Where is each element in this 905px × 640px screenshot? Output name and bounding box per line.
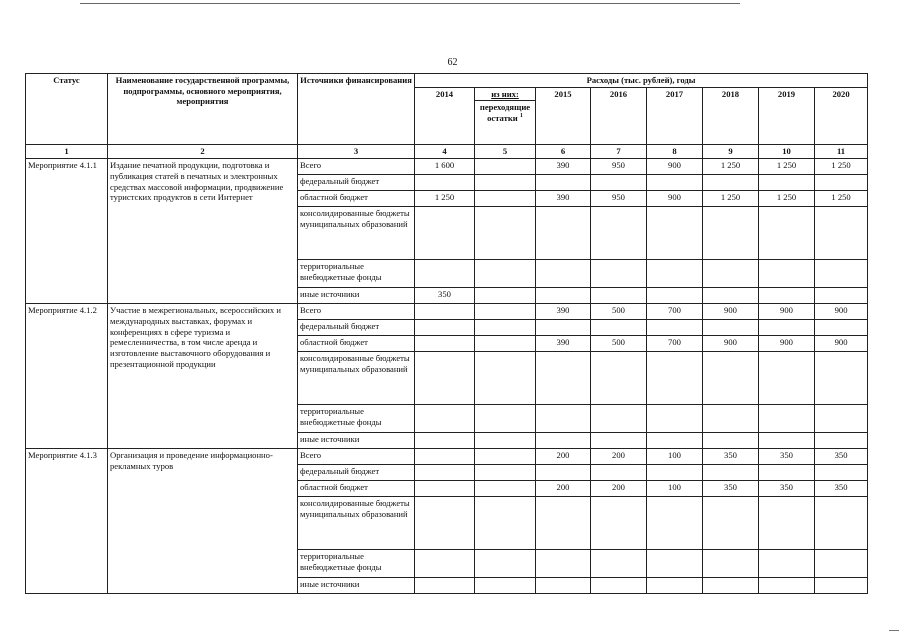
amount-cell xyxy=(475,578,536,594)
amount-cell xyxy=(475,497,536,550)
amount-cell: 900 xyxy=(759,336,815,352)
amount-cell: 350 xyxy=(815,449,868,465)
amount-cell xyxy=(759,352,815,405)
amount-cell xyxy=(759,260,815,288)
amount-cell xyxy=(591,405,647,433)
amount-cell xyxy=(703,352,759,405)
amount-cell: 1 250 xyxy=(703,159,759,175)
amount-cell xyxy=(647,320,703,336)
column-number: 3 xyxy=(298,145,415,159)
column-number: 9 xyxy=(703,145,759,159)
amount-cell xyxy=(759,497,815,550)
amount-cell xyxy=(475,405,536,433)
amount-cell xyxy=(703,175,759,191)
amount-cell: 1 600 xyxy=(415,159,475,175)
amount-cell: 350 xyxy=(415,288,475,304)
amount-cell: 350 xyxy=(703,481,759,497)
measures-body xyxy=(26,159,868,594)
amount-cell: 100 xyxy=(647,481,703,497)
column-number: 8 xyxy=(647,145,703,159)
amount-cell xyxy=(415,352,475,405)
amount-cell xyxy=(591,288,647,304)
amount-cell xyxy=(815,405,868,433)
amount-cell xyxy=(759,578,815,594)
amount-cell: 1 250 xyxy=(759,159,815,175)
amount-cell: 350 xyxy=(759,481,815,497)
funding-source: иные источники xyxy=(298,288,415,304)
amount-cell xyxy=(475,449,536,465)
column-number: 6 xyxy=(536,145,591,159)
header-status: Статус xyxy=(26,74,108,145)
amount-cell xyxy=(703,578,759,594)
top-rule xyxy=(80,3,740,4)
column-number: 7 xyxy=(591,145,647,159)
amount-cell xyxy=(703,207,759,260)
amount-cell: 350 xyxy=(703,449,759,465)
header-year-2020: 2020 xyxy=(815,87,868,145)
amount-cell: 900 xyxy=(647,191,703,207)
amount-cell xyxy=(475,260,536,288)
amount-cell: 900 xyxy=(703,336,759,352)
amount-cell xyxy=(647,260,703,288)
amount-cell: 1 250 xyxy=(415,191,475,207)
amount-cell: 900 xyxy=(815,304,868,320)
amount-cell xyxy=(815,578,868,594)
amount-cell xyxy=(815,433,868,449)
amount-cell xyxy=(415,578,475,594)
table-row xyxy=(26,449,868,465)
amount-cell xyxy=(536,465,591,481)
amount-cell: 500 xyxy=(591,336,647,352)
amount-cell xyxy=(647,175,703,191)
amount-cell: 390 xyxy=(536,304,591,320)
amount-cell xyxy=(703,260,759,288)
page-number: 62 xyxy=(447,57,458,68)
amount-cell xyxy=(415,550,475,578)
funding-source: территориальные внебюджетные фонды xyxy=(298,260,415,288)
amount-cell xyxy=(591,465,647,481)
amount-cell xyxy=(591,578,647,594)
amount-cell xyxy=(536,320,591,336)
amount-cell xyxy=(475,304,536,320)
measure-name: Организация и проведение информационно-рекламных туров xyxy=(108,449,298,594)
amount-cell xyxy=(759,207,815,260)
amount-cell xyxy=(759,405,815,433)
funding-source: консолидированные бюджеты муниципальных образований xyxy=(298,207,415,260)
funding-source: иные источники xyxy=(298,433,415,449)
amount-cell xyxy=(647,288,703,304)
measure-name: Участие в межрегиональных, всероссийских и международных выставках, форумах и конференциях в сфере туризма и ремесленничества, в том числе аренда и изготовление выставочного оборудования и презентационной продукции xyxy=(108,304,298,449)
amount-cell xyxy=(591,433,647,449)
amount-cell xyxy=(815,175,868,191)
funding-source: территориальные внебюджетные фонды xyxy=(298,550,415,578)
funding-source: федеральный бюджет xyxy=(298,320,415,336)
amount-cell: 700 xyxy=(647,336,703,352)
header-year-2018: 2018 xyxy=(703,87,759,145)
table-row xyxy=(26,159,868,175)
amount-cell xyxy=(647,550,703,578)
funding-source: областной бюджет xyxy=(298,336,415,352)
amount-cell: 390 xyxy=(536,191,591,207)
amount-cell xyxy=(415,497,475,550)
amount-cell xyxy=(415,304,475,320)
amount-cell xyxy=(536,175,591,191)
header-year-2014: 2014 xyxy=(415,87,475,145)
amount-cell xyxy=(536,550,591,578)
amount-cell xyxy=(536,433,591,449)
amount-cell xyxy=(415,465,475,481)
amount-cell: 350 xyxy=(815,481,868,497)
column-number: 10 xyxy=(759,145,815,159)
amount-cell xyxy=(415,207,475,260)
amount-cell xyxy=(536,578,591,594)
amount-cell xyxy=(591,175,647,191)
measure-status: Мероприятие 4.1.1 xyxy=(26,159,108,304)
amount-cell xyxy=(815,352,868,405)
column-number: 4 xyxy=(415,145,475,159)
header-year-2016: 2016 xyxy=(591,87,647,145)
amount-cell xyxy=(647,497,703,550)
footnote-marker: 1 xyxy=(519,113,523,120)
amount-cell xyxy=(415,260,475,288)
amount-cell xyxy=(703,320,759,336)
header-of-which: из них: xyxy=(475,87,536,101)
amount-cell xyxy=(415,449,475,465)
amount-cell xyxy=(703,405,759,433)
amount-cell xyxy=(415,433,475,449)
amount-cell xyxy=(815,465,868,481)
amount-cell: 200 xyxy=(591,449,647,465)
budget-table xyxy=(25,73,868,594)
amount-cell xyxy=(475,175,536,191)
amount-cell xyxy=(647,405,703,433)
amount-cell: 390 xyxy=(536,159,591,175)
amount-cell xyxy=(591,550,647,578)
funding-source: федеральный бюджет xyxy=(298,465,415,481)
header-year-2019: 2019 xyxy=(759,87,815,145)
amount-cell xyxy=(591,352,647,405)
amount-cell: 390 xyxy=(536,336,591,352)
edge-mark xyxy=(889,630,899,631)
amount-cell: 950 xyxy=(591,191,647,207)
amount-cell xyxy=(591,207,647,260)
amount-cell: 200 xyxy=(536,449,591,465)
header-expenses: Расходы (тыс. рублей), годы xyxy=(415,74,868,88)
column-number: 5 xyxy=(475,145,536,159)
funding-source: Всего xyxy=(298,304,415,320)
amount-cell: 900 xyxy=(703,304,759,320)
column-number-row xyxy=(26,145,868,159)
header-year-2017: 2017 xyxy=(647,87,703,145)
amount-cell: 1 250 xyxy=(815,159,868,175)
amount-cell xyxy=(759,320,815,336)
amount-cell xyxy=(536,352,591,405)
measure-name: Издание печатной продукции, подготовка и публикация статей в печатных и электронных средствах массовой информации, продвижение туристских продуктов в сети Интернет xyxy=(108,159,298,304)
funding-source: территориальные внебюджетные фонды xyxy=(298,405,415,433)
amount-cell xyxy=(647,207,703,260)
amount-cell xyxy=(815,288,868,304)
header-name: Наименование государственной программы, подпрограммы, основного мероприятия, мероприятия xyxy=(108,74,298,145)
amount-cell xyxy=(759,175,815,191)
amount-cell xyxy=(415,481,475,497)
funding-source: консолидированные бюджеты муниципальных образований xyxy=(298,497,415,550)
amount-cell xyxy=(475,207,536,260)
amount-cell xyxy=(815,320,868,336)
amount-cell xyxy=(536,497,591,550)
amount-cell xyxy=(475,159,536,175)
measure-status: Мероприятие 4.1.2 xyxy=(26,304,108,449)
amount-cell: 1 250 xyxy=(759,191,815,207)
amount-cell: 700 xyxy=(647,304,703,320)
column-number: 1 xyxy=(26,145,108,159)
header-carry-over: переходящие остатки $^1$ xyxy=(475,101,536,145)
amount-cell xyxy=(703,433,759,449)
amount-cell xyxy=(591,497,647,550)
table-row xyxy=(26,304,868,320)
amount-cell xyxy=(536,207,591,260)
header-year-2015: 2015 xyxy=(536,87,591,145)
amount-cell xyxy=(475,191,536,207)
amount-cell xyxy=(475,336,536,352)
amount-cell xyxy=(536,260,591,288)
amount-cell xyxy=(536,405,591,433)
amount-cell: 900 xyxy=(759,304,815,320)
amount-cell xyxy=(647,352,703,405)
amount-cell xyxy=(703,497,759,550)
amount-cell xyxy=(475,433,536,449)
amount-cell xyxy=(415,175,475,191)
funding-source: Всего xyxy=(298,159,415,175)
amount-cell xyxy=(703,550,759,578)
amount-cell xyxy=(703,465,759,481)
amount-cell: 200 xyxy=(591,481,647,497)
amount-cell xyxy=(415,336,475,352)
amount-cell xyxy=(475,465,536,481)
column-number: 11 xyxy=(815,145,868,159)
amount-cell: 900 xyxy=(815,336,868,352)
amount-cell xyxy=(536,288,591,304)
amount-cell xyxy=(475,320,536,336)
amount-cell: 900 xyxy=(647,159,703,175)
amount-cell xyxy=(415,320,475,336)
amount-cell xyxy=(815,497,868,550)
amount-cell xyxy=(815,550,868,578)
amount-cell xyxy=(415,405,475,433)
amount-cell xyxy=(591,260,647,288)
amount-cell xyxy=(815,260,868,288)
amount-cell xyxy=(759,433,815,449)
amount-cell xyxy=(475,481,536,497)
funding-source: консолидированные бюджеты муниципальных образований xyxy=(298,352,415,405)
amount-cell xyxy=(591,320,647,336)
amount-cell xyxy=(475,550,536,578)
amount-cell xyxy=(647,465,703,481)
funding-source: федеральный бюджет xyxy=(298,175,415,191)
funding-source: Всего xyxy=(298,449,415,465)
measure-status: Мероприятие 4.1.3 xyxy=(26,449,108,594)
amount-cell: 950 xyxy=(591,159,647,175)
amount-cell: 500 xyxy=(591,304,647,320)
amount-cell xyxy=(647,578,703,594)
amount-cell xyxy=(759,288,815,304)
amount-cell xyxy=(475,352,536,405)
column-number: 2 xyxy=(108,145,298,159)
funding-source: иные источники xyxy=(298,578,415,594)
amount-cell xyxy=(815,207,868,260)
funding-source: областной бюджет xyxy=(298,481,415,497)
amount-cell: 100 xyxy=(647,449,703,465)
amount-cell xyxy=(703,288,759,304)
funding-source: областной бюджет xyxy=(298,191,415,207)
amount-cell xyxy=(759,465,815,481)
amount-cell: 1 250 xyxy=(815,191,868,207)
amount-cell: 1 250 xyxy=(703,191,759,207)
amount-cell: 350 xyxy=(759,449,815,465)
amount-cell: 200 xyxy=(536,481,591,497)
amount-cell xyxy=(759,550,815,578)
amount-cell xyxy=(647,433,703,449)
amount-cell xyxy=(475,288,536,304)
header-sources: Источники финансирования xyxy=(298,74,415,145)
